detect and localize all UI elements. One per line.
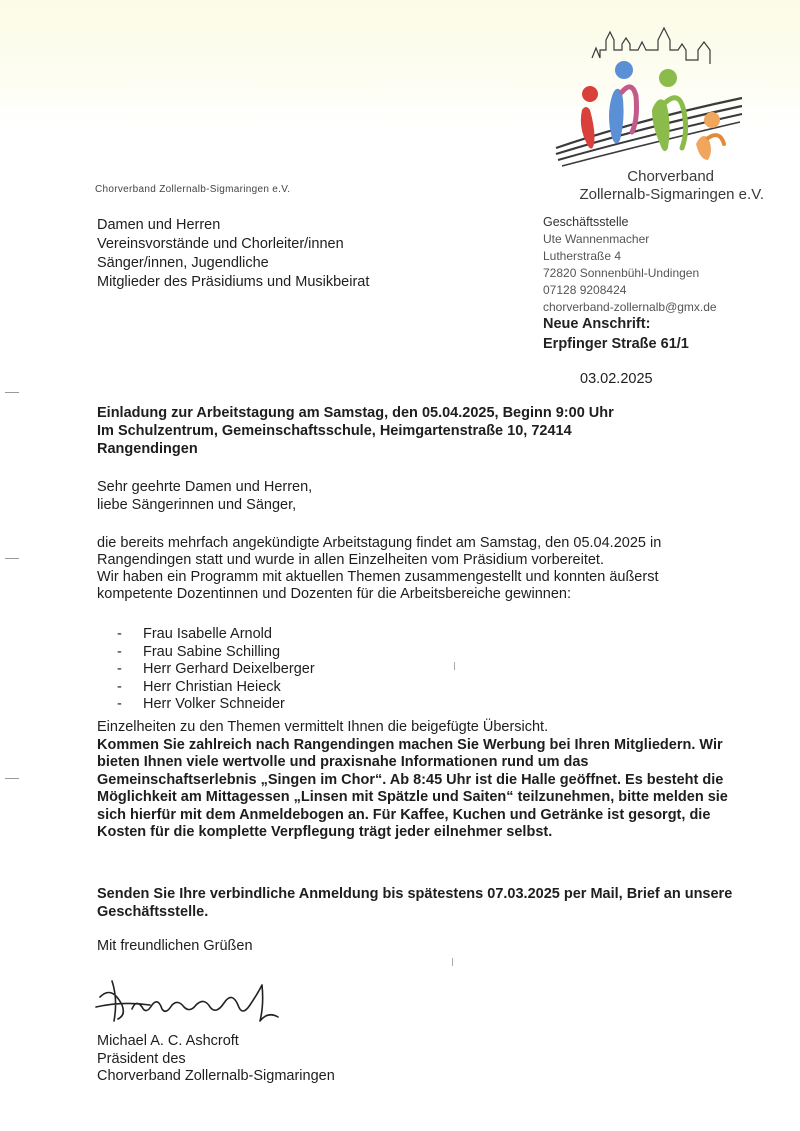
- organization-name: [544, 168, 764, 204]
- speaker-name: Frau Sabine Schilling: [143, 643, 281, 660]
- organization-name-line2: Zollernalb-Sigmaringen e.V.: [579, 186, 764, 203]
- fold-mark: [5, 558, 19, 559]
- recipient-line: Vereinsvorstände und Chorleiter/innen: [97, 236, 344, 252]
- new-address-label: Neue Anschrift:: [543, 316, 651, 332]
- scan-speck: [452, 958, 453, 966]
- registration-deadline: Senden Sie Ihre verbindliche Anmeldung bis spätestens 07.03.2025 per Mail, Brief an unsere Geschäftsstelle.: [97, 886, 733, 920]
- sender-return-line: Chorverband Zollernalb-Sigmaringen e.V.: [95, 184, 291, 195]
- salutation-line: liebe Sängerinnen und Sänger,: [97, 497, 297, 513]
- invitation-text: Kommen Sie zahlreich nach Rangendingen machen Sie Werbung bei Ihren Mitgliedern. Wir bieten Ihnen viele wertvolle und praxisnahe Informationen rund um das Gemeinschaftserlebnis „Singen im Chor“. Ab 8:45 Uhr ist die Halle geöffnet. Es besteht die Möglichkeit am Mittagessen „Linsen mit Spätzle und Saiten“ teilzunehmen, bitte melden sie sich hierfür mit dem Anmeldebogen an. Für Kaffee, Kuchen und Getränke ist gesorgt, die Kosten für die komplette Verpflegung trägt jeder eilnehmer selbst.: [97, 736, 728, 840]
- signer-role: Präsident des: [97, 1050, 186, 1067]
- signer-organization: Chorverband Zollernalb-Sigmaringen: [97, 1068, 335, 1084]
- office-city: 72820 Sonnenbühl-Undingen: [543, 266, 700, 280]
- organization-name-line1: Chorverband: [627, 168, 714, 185]
- letter-date: 03.02.2025: [580, 371, 653, 387]
- list-item: [117, 626, 315, 644]
- list-marker: -: [117, 626, 122, 642]
- list-marker: -: [117, 661, 122, 677]
- details-text: Einzelheiten zu den Themen vermittelt Ihnen die beigefügte Übersicht.: [97, 719, 549, 735]
- choir-logo-icon: [548, 20, 744, 170]
- office-contact-name: Ute Wannenmacher: [543, 232, 650, 246]
- subject-block: [97, 404, 717, 458]
- new-address-block: [543, 314, 689, 354]
- list-item: [117, 661, 315, 679]
- speaker-name: Herr Gerhard Deixelberger: [143, 661, 315, 677]
- intro-paragraph: [97, 535, 737, 603]
- recipient-line: Damen und Herren: [97, 217, 221, 233]
- intro-text: die bereits mehrfach angekündigte Arbeitstagung findet am Samstag, den 05.04.2025 in Rangendingen statt und wurde in allen Einzelheiten vom Präsidium vorbereitet.: [97, 535, 662, 568]
- office-phone: 07128 9208424: [543, 283, 627, 297]
- details-paragraph: [97, 719, 737, 842]
- office-street: Lutherstraße 4: [543, 249, 622, 263]
- signature-icon: [92, 975, 282, 1025]
- office-heading: Geschäftsstelle: [543, 215, 629, 229]
- list-item: [117, 644, 315, 662]
- recipient-block: [97, 216, 369, 292]
- speaker-name: Frau Isabelle Arnold: [143, 626, 272, 642]
- speaker-name: Herr Christian Heieck: [143, 678, 281, 695]
- closing-greeting: Mit freundlichen Grüßen: [97, 938, 253, 954]
- fold-mark: [5, 778, 19, 779]
- speaker-name: Herr Volker Schneider: [143, 696, 285, 712]
- salutation-line: Sehr geehrte Damen und Herren,: [97, 479, 313, 495]
- new-address-street: Erpfinger Straße 61/1: [543, 336, 689, 352]
- office-email: chorverband-zollernalb@gmx.de: [543, 300, 717, 314]
- list-marker: -: [117, 678, 122, 695]
- office-address-block: [543, 214, 717, 316]
- subject-line: Rangendingen: [97, 441, 198, 457]
- list-item: [117, 679, 315, 697]
- subject-line: Einladung zur Arbeitstagung am Samstag, den 05.04.2025, Beginn 9:00 Uhr: [97, 405, 614, 421]
- list-item: [117, 696, 315, 714]
- recipient-line: Mitglieder des Präsidiums und Musikbeirat: [97, 274, 370, 290]
- scan-speck: [454, 662, 455, 670]
- salutation: [97, 478, 312, 514]
- fold-mark: [5, 392, 19, 393]
- list-marker: -: [117, 696, 122, 712]
- recipient-line: Sänger/innen, Jugendliche: [97, 255, 269, 271]
- speaker-list: [117, 626, 315, 714]
- signer-block: [97, 1033, 335, 1086]
- signer-name: Michael A. C. Ashcroft: [97, 1033, 239, 1049]
- list-marker: -: [117, 643, 122, 660]
- subject-line: Im Schulzentrum, Gemeinschaftsschule, Heimgartenstraße 10, 72414: [97, 423, 572, 439]
- program-text: Wir haben ein Programm mit aktuellen Themen zusammengestellt und konnten äußerst kompetente Dozentinnen und Dozenten für die Arbeitsbereiche gewinnen:: [97, 569, 659, 602]
